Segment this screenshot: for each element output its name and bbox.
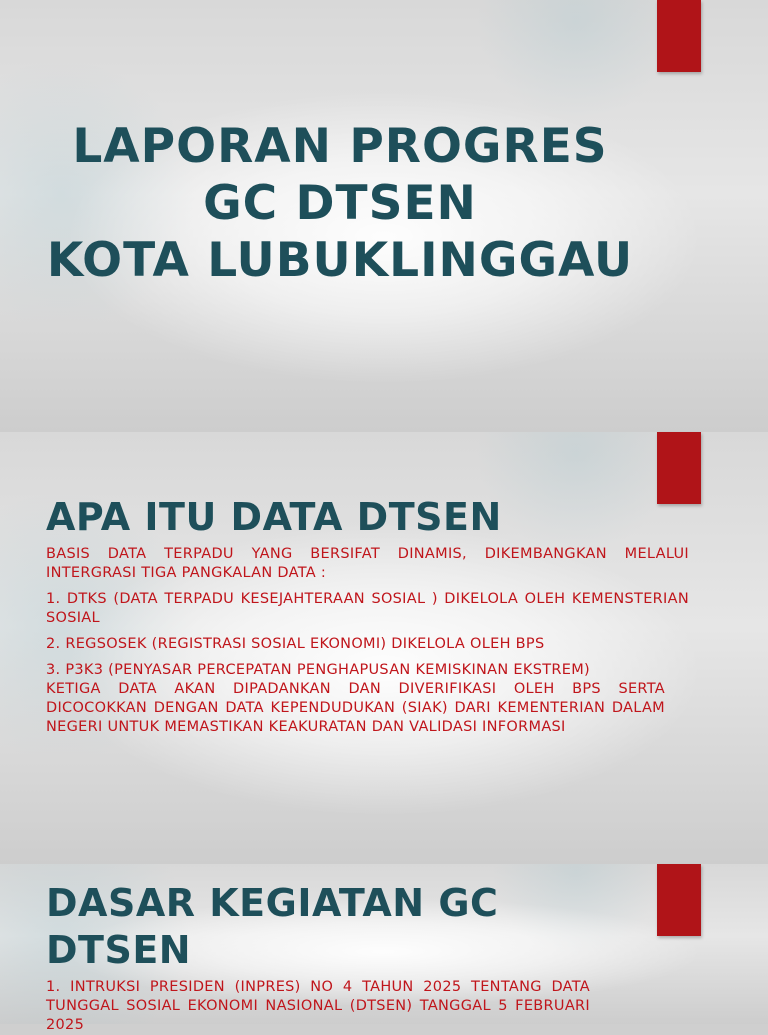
accent-block	[657, 864, 701, 936]
slide-apa-itu-dtsen	[0, 432, 768, 864]
slide-heading: APA ITU DATA DTSEN	[46, 495, 502, 539]
slide-title	[0, 0, 768, 432]
slide-dasar-kegiatan	[0, 864, 768, 1033]
body-paragraph: 1. INTRUKSI PRESIDEN (INPRES) NO 4 TAHUN 2025 TENTANG DATA TUNGGAL SOSIAL EKONOMI NASIONAL (DTSEN) TANGGAL 5 FEBRUARI 2025	[46, 979, 590, 1033]
body-paragraph: KETIGA DATA AKAN DIPADANKAN DAN DIVERIFIKASI OLEH BPS SERTA DICOCOKKAN DENGAN DATA KEPENDUDUKAN (SIAK) DARI KEMENTERIAN DALAM NEGERI UNTUK MEMASTIKAN KEAKURATAN DAN VALIDASI INFORMASI	[46, 681, 665, 735]
body-paragraph: BASIS DATA TERPADU YANG BERSIFAT DINAMIS, DIKEMBANGKAN MELALUI INTERGRASI TIGA PANGKALAN DATA :	[46, 546, 689, 581]
title-line: GC DTSEN	[203, 176, 477, 231]
slide-body	[46, 545, 689, 737]
presentation-title	[0, 118, 680, 289]
body-paragraph: 1. DTKS (DATA TERPADU KESEJAHTERAAN SOSIAL ) DIKELOLA OLEH KEMENSTERIAN SOSIAL	[46, 591, 689, 626]
title-line: KOTA LUBUKLINGGAU	[46, 233, 634, 288]
slide-heading: DASAR KEGIATAN GC DTSEN	[46, 881, 499, 972]
body-paragraph: 3. P3K3 (PENYASAR PERCEPATAN PENGHAPUSAN KEMISKINAN EKSTREM)	[46, 662, 590, 678]
body-paragraph: 2. REGSOSEK (REGISTRASI SOSIAL EKONOMI) DIKELOLA OLEH BPS	[46, 636, 545, 652]
slide-body	[46, 978, 590, 1035]
accent-block	[657, 0, 701, 72]
title-line: LAPORAN PROGRES	[72, 119, 608, 174]
